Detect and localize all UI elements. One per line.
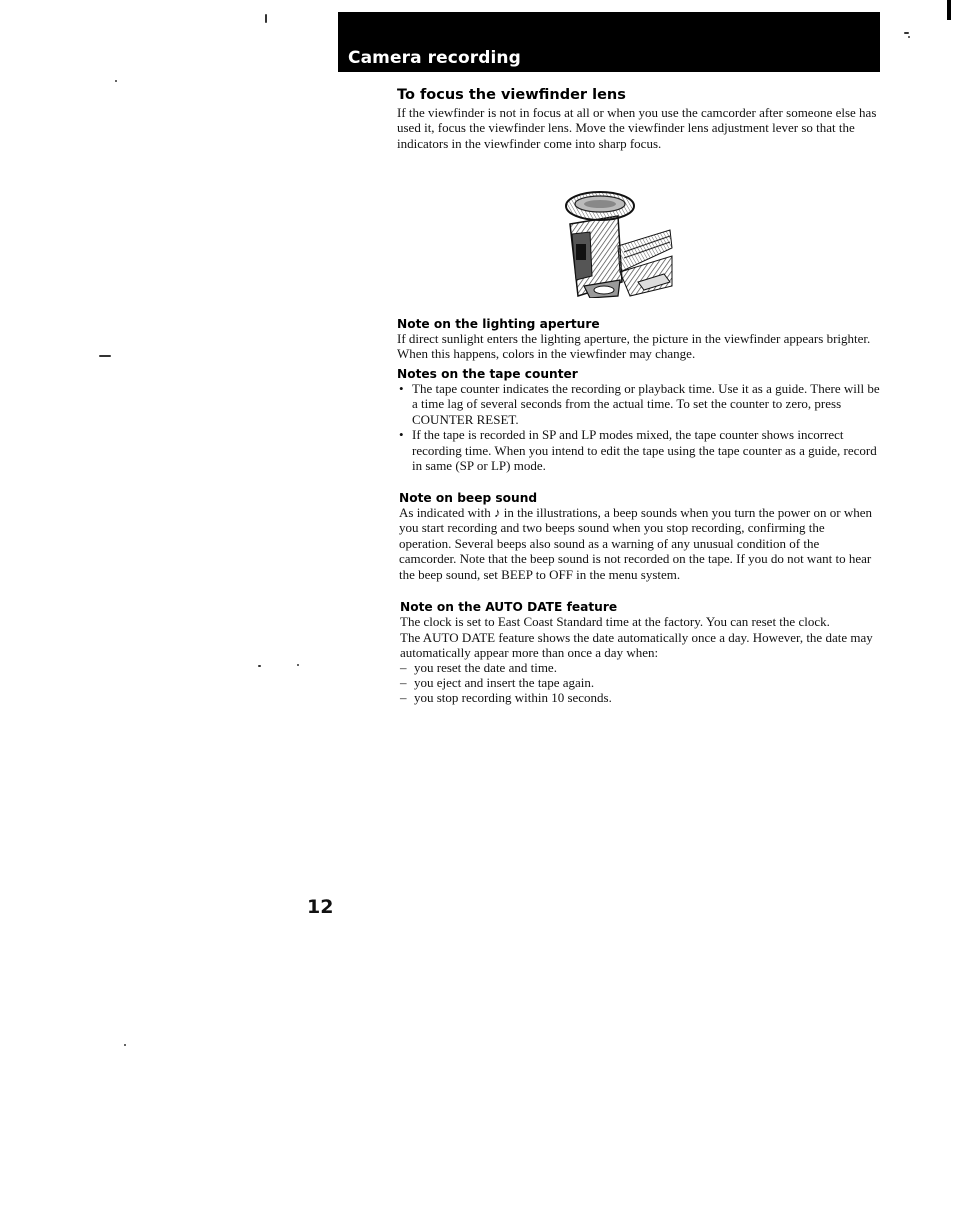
list-item xyxy=(397,381,880,427)
beep-note-body xyxy=(399,505,879,582)
list-item xyxy=(399,675,879,690)
scan-speck xyxy=(115,80,117,82)
dash-icon: – xyxy=(400,690,407,706)
list-item-text: If the tape is recorded in SP and LP modes mixed, the tape counter shows incorrect recording time. When you intend to edit the tape using the tape counter as a guide, record in same (SP or LP) mode. xyxy=(412,427,877,474)
beep-note-text: As indicated with xyxy=(399,505,494,520)
list-item-text: you eject and insert the tape again. xyxy=(414,675,595,691)
list-item xyxy=(399,690,879,705)
focus-heading: To focus the viewfinder lens xyxy=(397,87,626,103)
scan-speck xyxy=(265,14,267,23)
tape-counter-heading: Notes on the tape counter xyxy=(397,367,578,381)
viewfinder-lens-illustration-icon xyxy=(560,186,676,298)
bullet-icon: • xyxy=(399,427,404,443)
tape-counter-list xyxy=(397,381,880,473)
beep-note-icon: ♪ xyxy=(493,505,501,520)
scan-speck xyxy=(99,355,111,357)
lighting-note-heading: Note on the lighting aperture xyxy=(397,317,600,331)
list-item-text: The tape counter indicates the recording or playback time. Use it as a guide. There will be a time lag of several seconds from the actual time. To set the counter to zero, press COUNTER RESET. xyxy=(412,381,880,427)
scan-speck xyxy=(258,665,261,667)
dash-icon: – xyxy=(400,660,407,675)
auto-date-heading: Note on the AUTO DATE feature xyxy=(400,600,618,614)
dash-icon: – xyxy=(400,675,407,691)
list-item xyxy=(397,427,880,473)
list-item-text: you reset the date and time. xyxy=(414,660,557,675)
page-number: 12 xyxy=(307,896,334,918)
beep-note-heading: Note on beep sound xyxy=(399,491,538,505)
scan-speck xyxy=(904,32,909,34)
scan-speck xyxy=(297,664,299,666)
section-title: Camera recording xyxy=(348,48,521,68)
auto-date-list xyxy=(399,660,879,706)
page-edge-mark xyxy=(947,0,951,20)
auto-date-line2: The AUTO DATE feature shows the date automatically once a day. However, the date may automatically appear more than once a day when: xyxy=(400,630,873,661)
auto-date-line1: The clock is set to East Coast Standard time at the factory. You can reset the clock. xyxy=(400,614,830,629)
scan-speck xyxy=(908,36,910,38)
bullet-icon: • xyxy=(399,381,404,396)
beep-note-text: in the illustrations, a beep sounds when you turn the power on or when you start recording and two beeps sound when you stop recording, confirming the operation. Several beeps also sound as a warning of any unusual condition of the camcorder. Note that the beep sound is not recorded on the tape. If you do not want to hear the beep sound, set BEEP to OFF in the menu system. xyxy=(399,505,872,582)
section-header-bar xyxy=(338,12,880,72)
scan-speck xyxy=(124,1044,126,1046)
list-item xyxy=(399,660,879,675)
focus-body: If the viewfinder is not in focus at all or when you use the camcorder after someone else has used it, focus the viewfinder lens. Move the viewfinder lens adjustment lever so that the indicators in the viewfinder come into sharp focus. xyxy=(397,105,877,151)
lighting-note-body: If direct sunlight enters the lighting aperture, the picture in the viewfinder appears brighter. When this happens, colors in the viewfinder may change. xyxy=(397,331,871,362)
list-item-text: you stop recording within 10 seconds. xyxy=(414,690,612,706)
